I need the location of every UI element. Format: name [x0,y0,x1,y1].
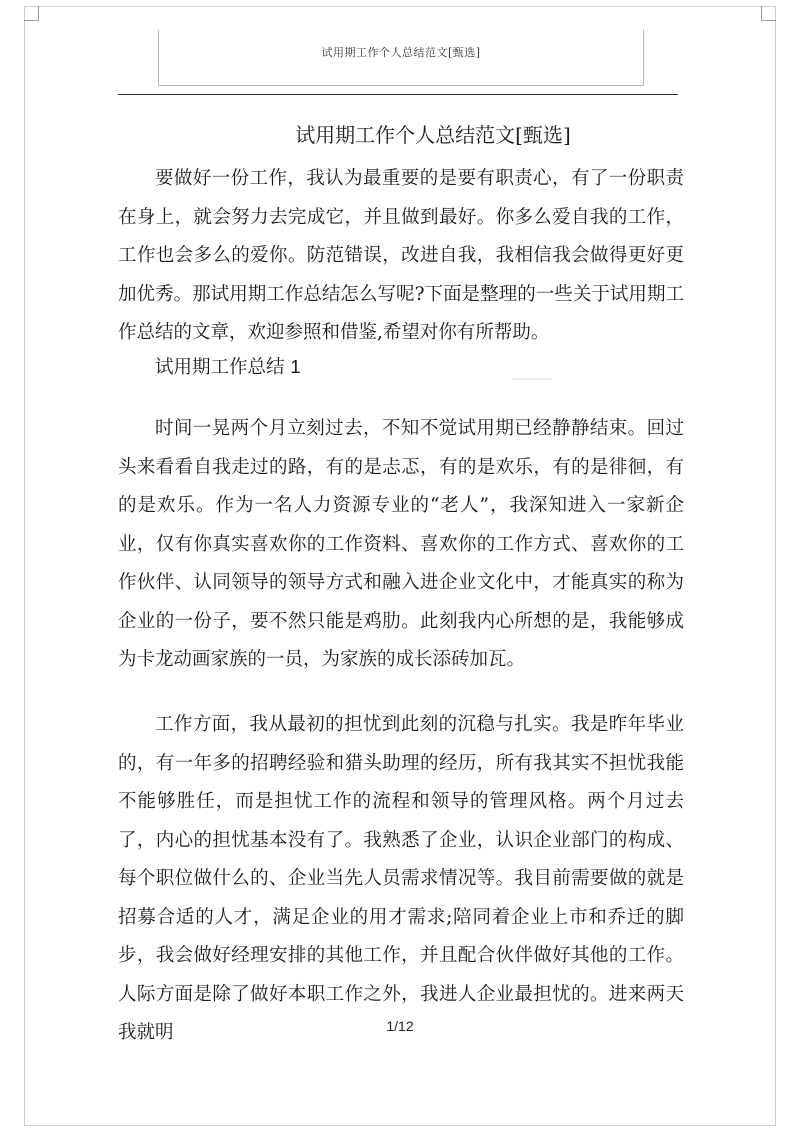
document-title: 试用期工作个人总结范文[甄选] [295,123,571,148]
running-header: 试用期工作个人总结范文[甄选] [321,46,481,59]
section-heading [155,353,301,379]
intro-paragraph: 要做好一份工作，我认为最重要的是要有职责心，有了一份职责在身上，就会努力去完成它，并且做到最好。你多么爱自我的工作，工作也会多么的爱你。防范错误，改进自我，我相信我会做得更好更加优秀。那试用期工作总结怎么写呢?下面是整理的一些关于试用期工作总结的文章，欢迎参照和借鉴,希望对你有所帮助。 [118,168,684,343]
body-paragraph-2: 时间一晃两个月立刻过去，不知不觉试用期已经静静结束。回过头来看看自我走过的路，有的是忐忑，有的是欢乐，有的是徘徊，有的是欢乐。作为一名人力资源专业的“老人”，我深知进入一家新企业，仅有你真实喜欢你的工作资料、喜欢你的工作方式、喜欢你的工作伙伴、认同领导的领导方式和融入进企业文化中，才能真实的称为企业的一份子，要不然只能是鸡肋。此刻我内心所想的是，我能够成为卡龙动画家族的一员，为家族的成长添砖加瓦。 [118,418,684,670]
page-number: 1/12 [386,1018,414,1034]
crop-mark-top-left [24,6,39,21]
header-rule [118,94,678,95]
section-heading-text: 试用期工作总结 [155,357,285,378]
section-heading-number: 1 [290,356,301,377]
body-paragraph-3: 工作方面，我从最初的担忧到此刻的沉稳与扎实。我是昨年毕业的，有一年多的招聘经验和猎头助理的经历，所有我其实不担忧我能不能够胜任，而是担忧工作的流程和领导的管理风格。两个月过去了，内心的担忧基本没有了。我熟悉了企业，认识企业部门的构成、每个职位做什么的、企业当先人员需求情况等。我目前需要做的就是招募合适的人才，满足企业的用才需求;陪同着企业上市和乔迁的脚步，我会做好经理安排的其他工作，并且配合伙伴做好其他的工作。人际方面是除了做好本职工作之外，我进人企业最担忧的。进来两天我就明 [118,714,684,1043]
scan-artifact [512,378,552,380]
crop-mark-top-right [761,6,776,21]
